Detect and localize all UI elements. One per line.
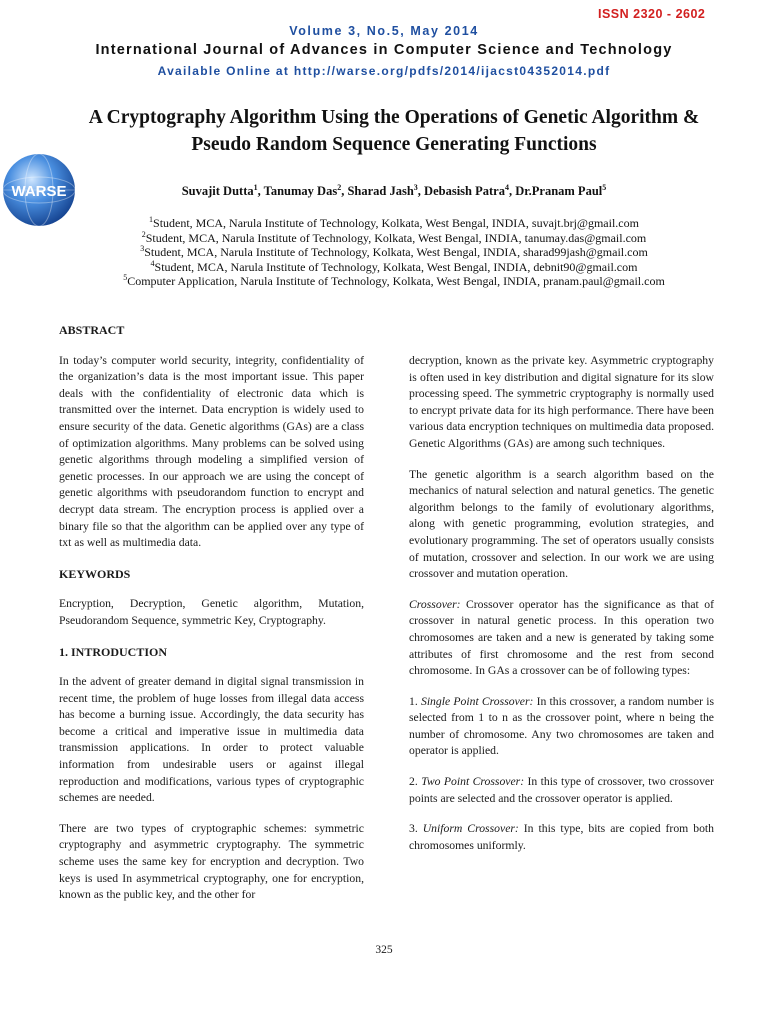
affiliation-ref: 4: [150, 258, 155, 268]
right-paragraph-2: The genetic algorithm is a search algorithm based on the mechanics of natural selection and natural genetics. The genetic algorithm belongs to the family of evolutionary algorithms, along with genetic programming, evolution strategies, and evolutionary programming. The set of operators usually consists of mutation, crossover and selection. In our work we are using crossover and mutation operation.: [409, 467, 714, 581]
keywords-text: Encryption, Decryption, Genetic algorithm, Mutation, Pseudorandom Sequence, symmetric Key, Cryptography.: [59, 597, 364, 627]
logo-text: WARSE: [11, 183, 67, 200]
author-list: Suvajit Dutta$^1$, Tanumay Das$^2$, Sharad Jash$^3$, Debasish Patra$^4$, Dr.Pranam Paul$^5$: [181, 182, 607, 198]
left-column: [59, 322, 364, 918]
item-label: Single Point Crossover:: [420, 694, 534, 708]
affiliation-ref: 5: [123, 273, 128, 283]
affiliation-text: Student, MCA, Narula Institute of Technology, Kolkata, West Bengal, INDIA, tanumay.das@gmail.com: [145, 230, 647, 245]
affiliation-line: [40, 216, 748, 231]
affiliation-ref: 2: [141, 229, 146, 239]
author-ref: 1: [253, 182, 258, 192]
item-text: In this crossover, a random number is selected from 1 to n as the crossover point, where n being the number of chromosome. Any two chromosomes are taken and operator is applied.: [409, 694, 715, 758]
item-number: 3.: [409, 822, 423, 836]
affiliation-ref: 3: [140, 244, 145, 254]
online-url[interactable]: Available Online at http://warse.org/pdfs/2014/ijacst04352014.pdf: [157, 64, 611, 78]
affiliation-text: Student, MCA, Narula Institute of Technology, Kolkata, West Bengal, INDIA, debnit90@gmail.com: [154, 259, 638, 274]
right-paragraph-1: decryption, known as the private key. Asymmetric cryptography is often used in key distribution and digital signature for its slow processing speed. The symmetric cryptography is normally used to encrypt private data for its high performance. There have been various data encryption techniques on multimedia data proposed. Genetic Algorithms (GAs) are among such techniques.: [409, 354, 714, 450]
affiliation-text: Student, MCA, Narula Institute of Technology, Kolkata, West Bengal, INDIA, suvajt.brj@gmail.com: [153, 216, 639, 230]
item-label: Uniform Crossover:: [422, 822, 519, 836]
issn-label: ISSN 2320 - 2602: [598, 7, 706, 21]
item-number: 2.: [409, 775, 422, 789]
item-number: 1.: [409, 694, 421, 708]
abstract-heading: ABSTRACT: [59, 323, 125, 337]
introduction-paragraph-2: There are two types of cryptographic schemes: symmetric cryptography and asymmetric cryptography. The symmetric scheme uses the same key for encryption and decryption. Two keys is used In asymmetrical cryptography, one for encryption, known as the public key, and the other for: [59, 821, 364, 902]
crossover-paragraph: [409, 597, 714, 680]
affiliation-line: [40, 245, 748, 260]
journal-name: International Journal of Advances in Computer Science and Technology: [95, 42, 673, 58]
crossover-item-single-point: [409, 694, 714, 760]
item-text: In this type, bits are copied from both chromosomes uniformly.: [409, 822, 714, 852]
introduction-heading: 1. INTRODUCTION: [59, 644, 168, 659]
page-number: 325: [375, 944, 393, 956]
keywords-heading: KEYWORDS: [59, 566, 131, 581]
affiliation-text: Student, MCA, Narula Institute of Technology, Kolkata, West Bengal, INDIA, sharad99jash@gmail.com: [144, 245, 648, 260]
item-text: In this type of crossover, two crossover points are selected and the crossover operator is applied.: [409, 775, 715, 805]
affiliation-line: [40, 231, 748, 246]
author-name: Suvajit Dutta: [181, 184, 254, 198]
affiliation-line: [40, 274, 748, 289]
abstract-text: In today’s computer world security, integrity, confidentiality of the organization’s data is the most important issue. This paper deals with the confidentiality of electronic data which is transmitted over the internet. Data encryption is widely used to ensure security of the data. Genetic algorithms (GAs) are a class of optimization algorithms. Many problems can be solved using genetic algorithms through modeling a simplified version of genetic processes. In our approach we are using the concept of genetic algorithms with pseudorandom function to encrypt and decrypt data stream. The encryption process is applied over a binary file so that the algorithm can be applied over any type of txt as well as multimedia data.: [59, 353, 364, 550]
crossover-item-uniform: [409, 821, 714, 854]
affiliation-line: [40, 260, 748, 275]
author-ref: 2: [337, 182, 342, 192]
author-ref: 4: [504, 182, 509, 192]
right-column: [409, 353, 714, 868]
author-name: Sharad Jash: [347, 184, 414, 198]
crossover-label: Crossover:: [409, 597, 461, 611]
author-name: Tanumay Das: [263, 184, 338, 198]
volume-line: Volume 3, No.5, May 2014: [289, 24, 479, 38]
item-label: Two Point Crossover:: [421, 775, 525, 789]
author-name: Debasish Patra: [424, 184, 505, 198]
crossover-text: Crossover operator has the significance as that of crossover in natural genetic process. In this operation two chromosomes are taken and a new is generated by taking some attributes of first chromosome and the rest from second chromosome. In GAs a crossover can be of following types:: [409, 597, 714, 678]
author-ref: 5: [602, 182, 607, 192]
introduction-paragraph-1: In the advent of greater demand in digital signal transmission in recent time, the problem of huge losses from illegal data access has become a burning issue. Accordingly, the data security has become a critical and imperative issue in multimedia data transmission applications. In order to protect valuable information from undesirable users or against illegal reproduction and modifications, various types of cryptographic schemes are needed.: [59, 675, 364, 805]
author-ref: 3: [413, 182, 418, 192]
title-line-2: Pseudo Random Sequence Generating Functions: [191, 134, 597, 155]
author-name: Dr.Pranam Paul: [515, 184, 603, 198]
affiliation-text: Computer Application, Narula Institute of Technology, Kolkata, West Bengal, INDIA, pranam.paul@gmail.com: [127, 274, 665, 289]
paper-title: [40, 104, 748, 158]
title-line-1: A Cryptography Algorithm Using the Operations of Genetic Algorithm &: [88, 107, 700, 128]
crossover-item-two-point: [409, 774, 714, 807]
affiliation-list: [40, 216, 748, 289]
affiliation-ref: 1: [149, 215, 154, 224]
